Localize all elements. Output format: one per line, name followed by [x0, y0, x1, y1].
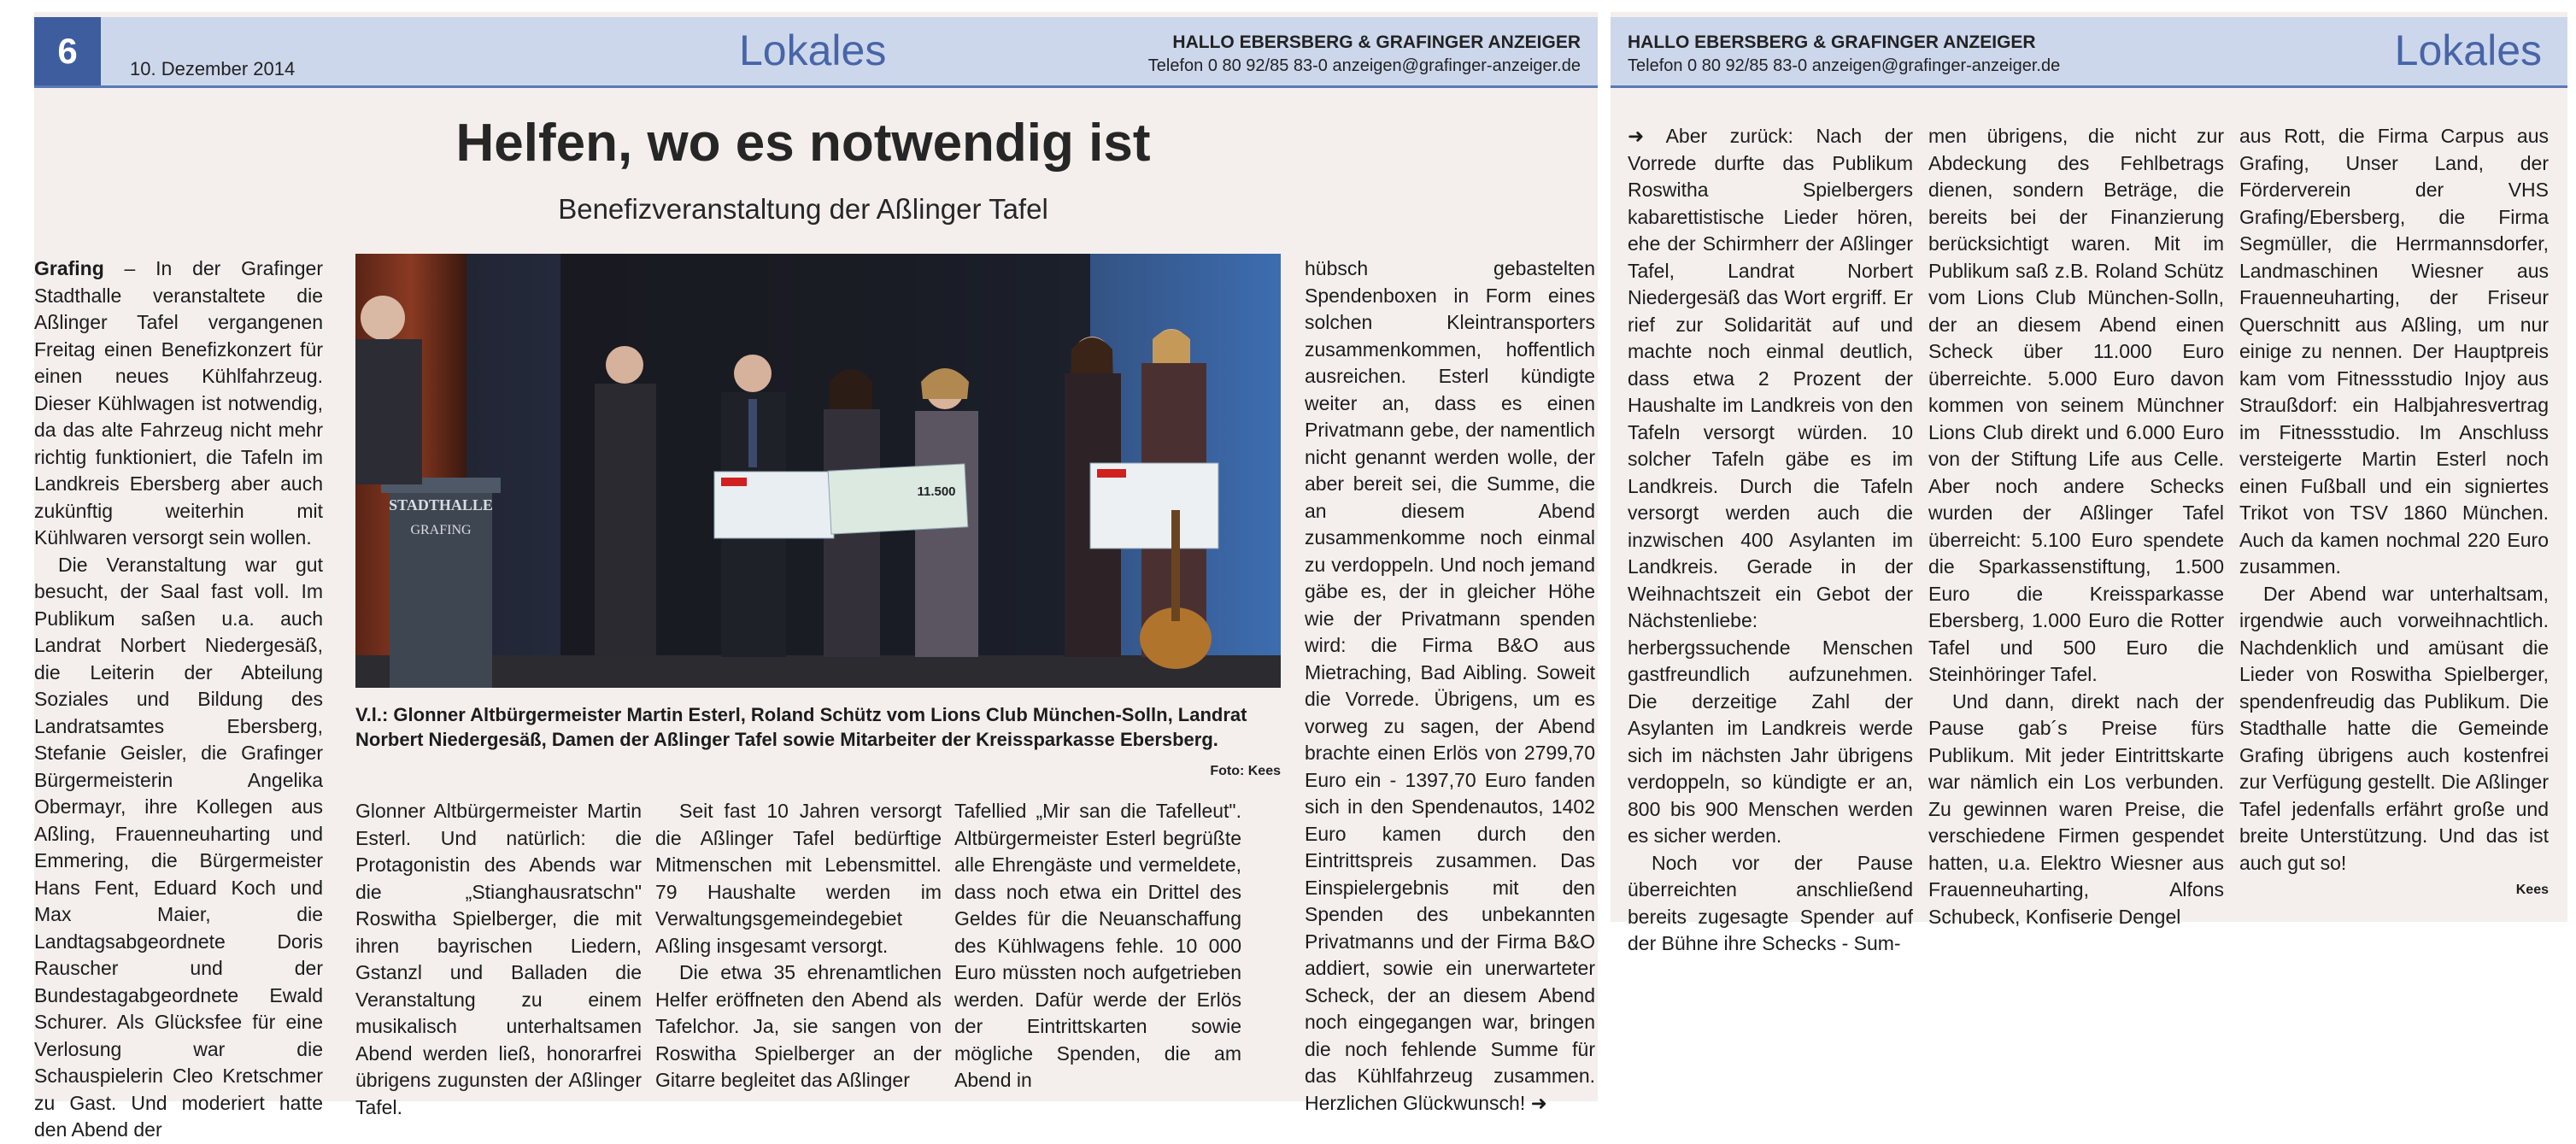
photo-caption: V.l.: Glonner Altbürgermeister Martin Esterl, Roland Schütz vom Lions Club München-Solln, Landrat Norbert Niedergesäß, Damen der Aßlinger Tafel sowie Mitarbeiter der Kreissparkasse Ebersberg.	[355, 704, 1247, 750]
stage-floor	[355, 655, 1281, 688]
event-photo	[355, 254, 1281, 688]
section-title: Lokales	[739, 26, 887, 74]
publication-contact: Telefon 0 80 92/85 83-0 anzeigen@grafinger-anzeiger.de	[1147, 56, 1581, 75]
cheque-3-logo	[1097, 469, 1126, 478]
paragraph: men übrigens, die nicht zur Abdeckung des Fehlbetrags dienen, sondern Beträge, die bereits bei der Finanzierung berücksichtigt waren. Mit im Publikum saß z.B. Roland Schütz vom Lions Club München-Solln, der an diesem Abend einen Scheck über 11.000 Euro überreichte. 5.000 Euro davon kommen von seinem Münchner Lions Club direkt und 6.000 Euro von der Stiftung Life aus Celle. Aber noch andere Schecks wurden der Aßlinger Tafel überreicht: 5.100 Euro spendete die Sparkassenstiftung, 1.500 Euro die Kreissparkasse Ebersberg, 1.000 Euro die Rotter Tafel und 500 Euro die Steinhöringer Tafel.	[1928, 125, 2224, 685]
page-header-bar	[1611, 17, 2567, 88]
page-header-bar	[34, 17, 1598, 88]
author-signature: Kees	[2515, 883, 2549, 897]
left-newspaper-page	[34, 12, 1598, 1141]
paragraph: Seit fast 10 Jahren versorgt die Aßlinger Tafel bedürftige Mitmenschen mit Lebensmittel. 79 Haushalte werden im Verwaltungsgemeindegebiet Aßling insgesamt versorgt.	[655, 800, 942, 957]
lead-paragraph	[34, 255, 323, 552]
paragraph: ➜ Aber zurück: Nach der Vorrede durfte das Publikum Roswitha Spielbergers kabarettistische Lieder hören, ehe der Schirmherr der Aßlinger Tafel, Landrat Norbert Niedergesäß das Wort ergriff. Er rief zur Solidarität auf und machte noch einmal deutlich, dass etwa 2 Prozent der Haushalte im Landkreis von den Tafeln versorgt würden. 10 solcher Tafeln gäbe es im Landkreis. Durch die Tafeln versorgt werden auch die inzwischen 400 Asylanten im Landkreis. Gerade in der Weihnachtszeit ein Gebot der Nächstenliebe: herbergssuchende Menschen gastfreundlich aufzunehmen. Die derzeitige Zahl der Asylanten im Landkreis werde sich im nächsten Jahr übrigens verdoppeln, so kündigte er an, 800 bis 900 Menschen werden es sicher werden.	[1628, 125, 1913, 847]
lead-text: – In der Grafinger Stadthalle veranstaltete die Aßlinger Tafel vergangenen Freitag einen Benefizkonzert für einen neues Kühlfahrzeug. Dieser Kühlwagen ist notwendig, da das alte Fahrzeug nicht mehr richtig funktioniert, die Tafeln im Landkreis Ebersberg aber auch zukünftig weiterhin mit Kühlwaren versorgt sein wollen.	[34, 257, 323, 549]
article-column-7	[1928, 123, 2224, 928]
paragraph: Die etwa 35 ehrenamtlichen Helfer eröffneten den Abend als Tafelchor. Ja, sie sangen von Roswitha Spielberger an der Gitarre begleitet das Aßlinger	[655, 961, 942, 1091]
stage-photo-illustration	[355, 254, 1281, 688]
article-column-3	[655, 798, 942, 1101]
article-column-8	[2239, 123, 2549, 918]
article-subheadline: Benefizveranstaltung der Aßlinger Tafel	[558, 193, 1048, 225]
lectern	[390, 489, 492, 688]
paragraph: Die Veranstaltung war gut besucht, der Saal fast voll. Im Publikum saßen u.a. auch Landrat Norbert Niedergesäß, die Leiterin der Abteilung Soziales und Bildung des Landratsamtes Ebersberg, Stefanie Geisler, die Grafinger Bürgermeisterin Angelika Obermayr, ihre Kollegen aus Aßling, Frauenneuharting und Emmering, die Bürgermeister Hans Fent, Eduard Koch und Max Maier, die Landtagsabgeordnete Doris Rauscher und der Bundestagabgeordnete Ewald Schurer. Als Glücksfee für eine Verlosung war die Schauspielerin Cleo Kretschmer zu Gast. Und moderiert hatte den Abend der	[34, 553, 323, 1141]
publication-name: HALLO EBERSBERG & GRAFINGER ANZEIGER	[1172, 32, 1581, 52]
cheque-1-logo	[721, 478, 747, 486]
article-column-5	[1305, 255, 1595, 1114]
paragraph: Tafellied „Mir san die Tafelleut". Altbürgermeister Esterl begrüßte alle Ehrengäste und vermeldete, dass noch etwa ein Drittel des Geldes für die Neuanschaffung des Kühlwagens fehle. 10 000 Euro müssten noch aufgetrieben werden. Dafür werde der Erlös der Eintrittskarten sowie mögliche Spenden, die am Abend in	[954, 800, 1241, 1091]
article-column-4	[954, 798, 1241, 1101]
cheque-amount: 11.500	[917, 484, 956, 499]
paragraph: Und dann, direkt nach der Pause gab´s Preise fürs Publikum. Mit jeder Eintrittskarte war nämlich ein Los verbunden. Zu gewinnen waren Preise, die verschiedene Firmen gespendet hatten, u.a. Elektro Wiesner aus Frauenneuharting, Alfons Schubeck, Konfiserie Dengel	[1928, 689, 2224, 928]
page-number: 6	[34, 17, 101, 85]
dateline: Grafing	[34, 257, 104, 279]
issue-date: 10. Dezember 2014	[130, 58, 296, 79]
lectern-label-line2: GRAFING	[410, 523, 472, 537]
paragraph: aus Rott, die Firma Carpus aus Grafing, Unser Land, der Förderverein der VHS Grafing/Ebersberg, die Firma Segmüller, die Herrmannsdorfer, Landmaschinen Wiesner aus Frauenneuharting, der Friseur Querschnitt aus Aßling, um nur einige zu nennen. Der Hauptpreis kam vom Fitnessstudio Injoy aus Straußdorf: ein Halbjahresvertrag im Fitnessstudio. Im Anschluss versteigerte Martin Esterl noch einen Fußball und ein signiertes Trikot von TSV 1860 München. Auch da kamen nochmal 220 Euro zusammen.	[2239, 125, 2549, 578]
cheque-2	[828, 464, 968, 534]
speaker-head	[361, 296, 405, 340]
article-column-2	[355, 798, 642, 1118]
paragraph: Der Abend war unterhaltsam, irgendwie auch vorweihnachtlich. Nachdenklich und amüsant die Lieder von Roswitha Spielberger, spendenfreudig das Publikum. Die Stadthalle hatte die Gemeinde Grafing übrigens auch kostenfrei zur Verfügung gestellt. Die Aßlinger Tafel jedenfalls erfährt große und breite Unterstützung. Und das ist auch gut so!	[2239, 582, 2549, 874]
section-title: Lokales	[2394, 26, 2542, 74]
publication-contact: Telefon 0 80 92/85 83-0 anzeigen@grafinger-anzeiger.de	[1628, 56, 2061, 75]
article-column-6	[1628, 123, 1913, 954]
publication-name: HALLO EBERSBERG & GRAFINGER ANZEIGER	[1628, 32, 2036, 52]
lectern-label-line1: STADTHALLE	[389, 496, 493, 513]
paragraph: hübsch gebastelten Spendenboxen in Form eines solchen Kleintransporters zusammenkommen, hoffentlich ausreichen. Esterl kündigte weiter an, dass es einen Privatmann gebe, der namentlich nicht genannt werden wolle, der aber bereit sei, die Summe, die an diesem Abend zusammenkomme noch einmal zu verdoppeln. Und noch jemand gäbe es, der in gleicher Höhe wie der Privatmann spenden wird: die Firma B&O aus Mietraching, Bad Aibling. Soweit die Vorrede. Übrigens, um es vorweg zu sagen, der Abend brachte einen Erlös von 2799,70 Euro ein - 1397,70 Euro fanden sich in den Spendenautos, 1402 Euro kamen durch den Eintrittspreis zusammen. Das Einspielergebnis mit den Spenden des unbekannten Privatmanns und der Firma B&O addiert, sowie ein unerwarteter Scheck, der an diesem Abend noch eingegangen war, bringen die noch fehlende Summe für das Kühlfahrzeug zusammen. Herzlichen Glückwunsch! ➜	[1305, 257, 1595, 1114]
right-newspaper-page	[1611, 12, 2567, 954]
article-headline: Helfen, wo es notwendig ist	[455, 114, 1151, 173]
speaker-body	[355, 339, 422, 484]
photo-credit: Foto: Kees	[1210, 764, 1281, 778]
article-column-1	[34, 255, 323, 1141]
guitar-neck	[1171, 510, 1180, 621]
paragraph: Glonner Altbürgermeister Martin Esterl. Und natürlich: die Protagonistin des Abends war die „Stianghausratschn" Roswitha Spielberger, die mit ihren bayrischen Liedern, Gstanzl und Balladen die Veranstaltung zu einem musikalisch unterhaltsamen Abend werden ließ, honorarfrei übrigens zugunsten der Aßlinger Tafel.	[355, 800, 642, 1118]
paragraph: Noch vor der Pause überreichten anschließend bereits zugesagte Spender auf der Bühne ihre Schecks - Sum-	[1628, 851, 1913, 954]
person-1	[595, 346, 656, 657]
